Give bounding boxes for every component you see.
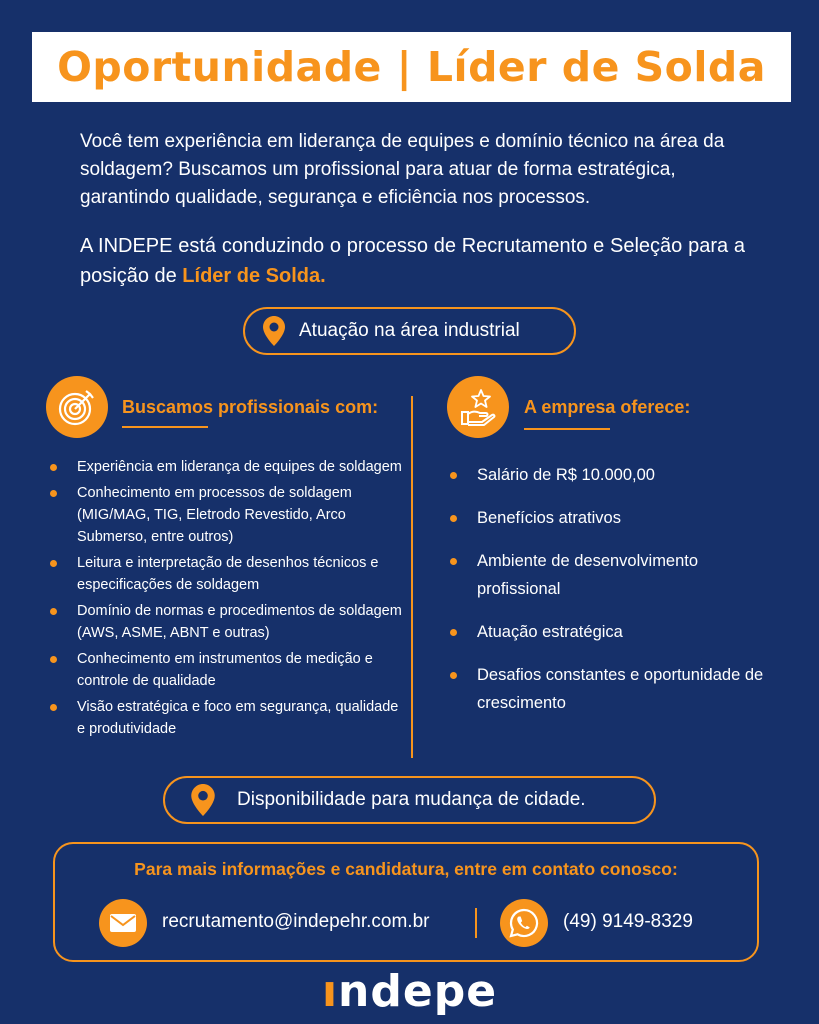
column-divider	[411, 396, 413, 758]
page-title: Oportunidade | Líder de Solda	[57, 43, 766, 91]
location-pin-icon	[191, 784, 215, 816]
whatsapp-icon	[500, 899, 548, 947]
intro-paragraph: Você tem experiência em liderança de equipes e domínio técnico na área da soldagem? Buscamos um profissional para atuar de forma estratégica, garantindo qualidade, segurança e eficiência nos processos.	[80, 131, 725, 208]
right-section-title: A empresa oferece:	[524, 397, 691, 417]
list-item: Conhecimento em instrumentos de medição e controle de qualidade	[48, 648, 408, 692]
indepe-logo	[0, 966, 819, 1017]
requirements-list	[48, 456, 408, 744]
contact-separator	[475, 908, 477, 938]
contact-box	[53, 842, 759, 962]
position-highlight: Líder de Solda.	[182, 265, 326, 287]
contact-email[interactable]: recrutamento@indepehr.com.br	[162, 911, 430, 932]
list-item: Experiência em liderança de equipes de soldagem	[48, 456, 408, 478]
title-banner	[32, 32, 791, 102]
contact-phone[interactable]: (49) 9149-8329	[563, 911, 693, 932]
left-section-title: Buscamos profissionais com:	[122, 397, 379, 417]
list-item: Conhecimento em processos de soldagem (MIG/MAG, TIG, Eletrodo Revestido, Arco Submerso, entre outros)	[48, 482, 408, 548]
hand-star-icon	[447, 376, 509, 438]
list-item: Visão estratégica e foco em segurança, qualidade e produtividade	[48, 696, 408, 740]
relocation-pill-text: Disponibilidade para mudança de cidade.	[237, 789, 586, 810]
location-pin-icon	[263, 316, 285, 346]
list-item: Leitura e interpretação de desenhos técnicos e especificações de soldagem	[48, 552, 408, 596]
list-item: Desafios constantes e oportunidade de crescimento	[448, 661, 778, 717]
list-item: Domínio de normas e procedimentos de soldagem (AWS, ASME, ABNT e outras)	[48, 600, 408, 644]
contact-title: Para mais informações e candidatura, entre em contato conosco:	[134, 859, 678, 879]
relocation-pill	[163, 776, 656, 824]
location-pill-text: Atuação na área industrial	[299, 320, 520, 341]
logo-rest: ndepe	[338, 966, 498, 1017]
email-icon	[99, 899, 147, 947]
intro2-text: A INDEPE está conduzindo o processo de Recrutamento e Seleção para a posição de	[80, 235, 745, 287]
right-title-underline	[524, 428, 610, 430]
list-item: Atuação estratégica	[448, 618, 778, 646]
left-title-underline	[122, 426, 208, 428]
target-icon	[46, 376, 108, 438]
list-item: Benefícios atrativos	[448, 504, 778, 532]
list-item: Ambiente de desenvolvimento profissional	[448, 547, 778, 603]
intro-paragraph-2	[80, 231, 745, 291]
logo-first-letter: ı	[321, 966, 339, 1017]
location-pill	[243, 307, 576, 355]
list-item: Salário de R$ 10.000,00	[448, 461, 778, 489]
benefits-list	[448, 461, 778, 732]
